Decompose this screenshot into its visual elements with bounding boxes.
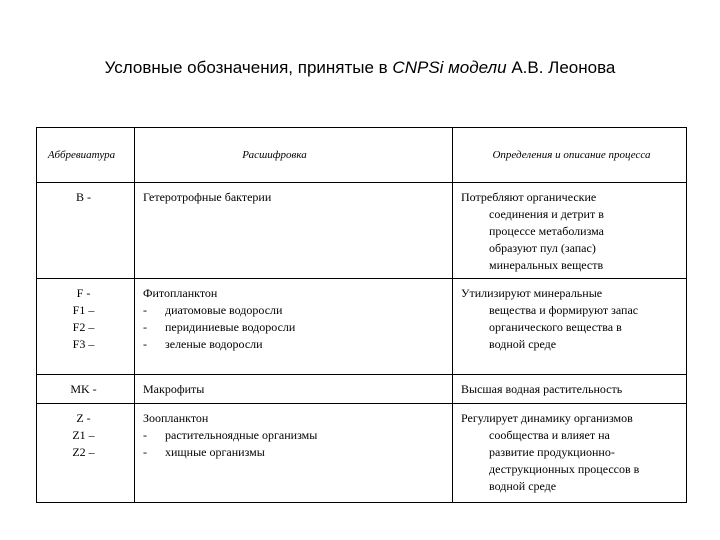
desc-line: водной среде	[489, 479, 557, 493]
title-model-name: CNPSi модели	[392, 58, 507, 77]
desc-line: соединения и детрит в	[489, 207, 604, 221]
abbr-cell	[37, 375, 135, 404]
dash: -	[143, 320, 147, 334]
abbr-line: Z1 –	[72, 428, 95, 442]
desc-line: Регулирует динамику организмов	[461, 411, 633, 425]
desc-line: деструкционных процессов в	[489, 462, 640, 476]
dash: -	[143, 303, 147, 317]
organism-name: Макрофиты	[143, 381, 205, 396]
desc-line: вещества и формируют запас	[489, 303, 639, 317]
header-abbreviation: Аббревиатура	[37, 128, 135, 183]
table-row	[37, 279, 687, 375]
desc-line: органического вещества в	[489, 320, 622, 334]
organism-name: Зоопланктон	[143, 411, 209, 425]
organism-name: Фитопланктон	[143, 286, 218, 300]
dash: -	[143, 428, 147, 442]
abbr-line: F2 –	[72, 320, 95, 334]
table-row	[37, 183, 687, 279]
page-title	[0, 57, 720, 79]
sub-item	[143, 336, 446, 353]
decode-cell	[135, 279, 453, 375]
desc-line: сообщества и влияет на	[489, 428, 610, 442]
abbr-cell	[37, 404, 135, 503]
description-cell	[453, 404, 687, 503]
legend-table	[36, 127, 687, 503]
dash: -	[143, 337, 147, 351]
header-row	[37, 128, 687, 183]
abbr-cell	[37, 279, 135, 375]
desc-line: Высшая водная растительность	[461, 381, 623, 396]
table-row	[37, 375, 687, 404]
description-cell	[453, 279, 687, 375]
header-description: Определения и описание процесса	[453, 128, 687, 183]
header-decoding: Расшифровка	[135, 128, 453, 183]
abbr-line: F1 –	[72, 303, 95, 317]
abbr-cell	[37, 183, 135, 279]
abbr-line: Z -	[76, 411, 91, 425]
desc-line: минеральных веществ	[489, 258, 604, 272]
sub-item	[143, 302, 446, 319]
description-cell	[453, 375, 687, 404]
abbr-line: F -	[76, 286, 91, 300]
abbr-line: B -	[76, 190, 91, 204]
abbr-line: F3 –	[72, 337, 95, 351]
sub-item-label: зеленые водоросли	[165, 337, 263, 351]
sub-item-label: диатомовые водоросли	[165, 303, 283, 317]
decode-cell	[135, 375, 453, 404]
abbr-line: MK -	[70, 381, 97, 396]
sub-item	[143, 319, 446, 336]
sub-item-label: хищные организмы	[165, 445, 265, 459]
desc-line: процессе метаболизма	[489, 224, 604, 238]
desc-line: Утилизируют минеральные	[461, 286, 603, 300]
sub-item	[143, 427, 446, 444]
title-part-3: А.В. Леонова	[506, 58, 616, 77]
description-cell	[453, 183, 687, 279]
sub-item-label: растительноядные организмы	[165, 428, 318, 442]
organism-name: Гетеротрофные бактерии	[143, 190, 272, 204]
decode-cell	[135, 183, 453, 279]
desc-line: развитие продукционно-	[489, 445, 615, 459]
decode-cell	[135, 404, 453, 503]
desc-line: образуют пул (запас)	[489, 241, 596, 255]
abbr-line: Z2 –	[72, 445, 95, 459]
desc-line: водной среде	[489, 337, 557, 351]
title-part-1: Условные обозначения, принятые в	[104, 58, 393, 77]
table-row	[37, 404, 687, 503]
desc-line: Потребляют органические	[461, 190, 597, 204]
dash: -	[143, 445, 147, 459]
sub-item-label: перидиниевые водоросли	[165, 320, 296, 334]
sub-item	[143, 444, 446, 461]
